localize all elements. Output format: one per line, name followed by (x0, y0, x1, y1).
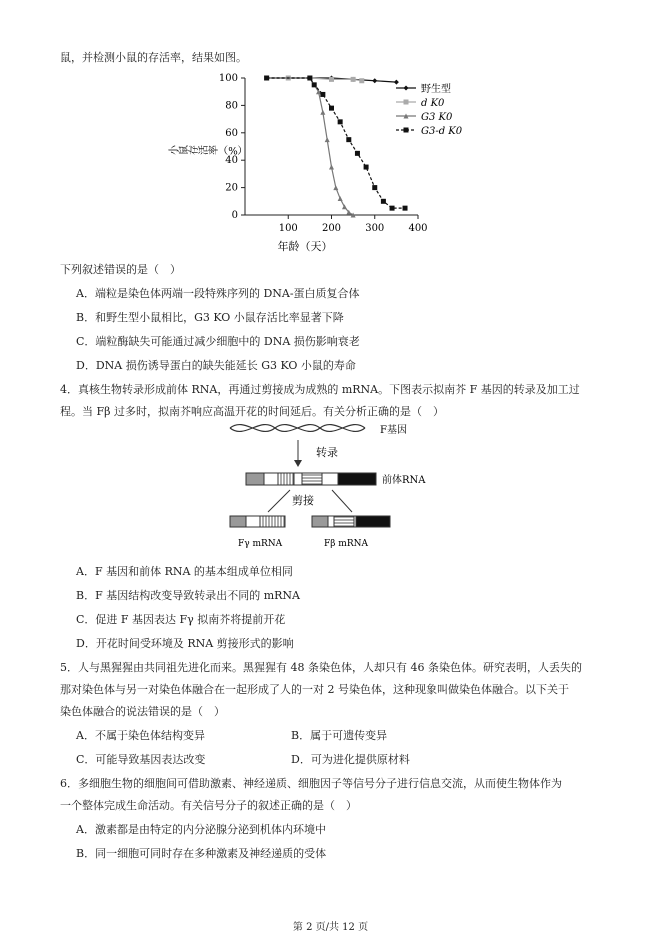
y-axis-label: 小鼠存活率（%） (168, 146, 248, 158)
data-point (342, 204, 347, 209)
data-point (346, 137, 351, 142)
splice-label: 剪接 (292, 494, 314, 507)
y-tick-label: 20 (225, 182, 238, 194)
data-point (338, 196, 343, 201)
x-tick-label: 100 (278, 223, 298, 234)
data-point (372, 78, 377, 83)
data-point (404, 86, 409, 91)
q4-option-b: B．F 基因结构改变导致转录出不同的 mRNA (76, 589, 300, 602)
legend-label: G3-d K0 (421, 126, 463, 137)
q6-option-b: B．同一细胞可同时存在多种激素及神经递质的受体 (76, 847, 327, 860)
q6-line2: 一个整体完成生命活动。有关信号分子的叙述正确的是（ ） (60, 799, 357, 812)
q4-option-a: A．F 基因和前体 RNA 的基本组成单位相同 (76, 565, 293, 578)
fbeta-label: Fβ mRNA (324, 539, 368, 549)
page-footer: 第 2 页/共 12 页 (292, 922, 369, 933)
transcribe-arrow-icon (294, 460, 302, 467)
x-axis-label: 年龄（天） (277, 240, 333, 253)
q4-line1: 4．真核生物转录形成前体 RNA，再通过剪接成为成熟的 mRNA。下图表示拟南芥 F 基因的转录及加工过 (60, 383, 580, 396)
q5-line3: 染色体融合的说法错误的是（ ） (60, 705, 225, 718)
fbeta-mrna-bar (312, 516, 390, 527)
splicing-diagram (220, 420, 450, 555)
data-point (333, 185, 338, 190)
data-point (329, 77, 334, 82)
y-tick-label: 60 (225, 127, 238, 139)
x-tick-label: 200 (321, 223, 342, 234)
data-point (381, 199, 386, 204)
data-point (338, 119, 343, 124)
data-point (325, 137, 330, 142)
q3-option-b: B．和野生型小鼠相比，G3 KO 小鼠存活比率显著下降 (76, 311, 344, 324)
q4-option-c: C．促进 F 基因表达 Fγ 拟南芥将提前开花 (76, 613, 286, 626)
gene-label: F基因 (380, 425, 407, 436)
q3-intro: 下列叙述错误的是（ ） (60, 263, 181, 276)
series-line-2 (267, 78, 354, 215)
transcribe-label: 转录 (316, 446, 338, 459)
survival-chart (168, 70, 480, 260)
precursor-label: 前体RNA (382, 475, 426, 486)
q5-option-c: C．可能导致基因表达改变 (76, 753, 206, 766)
data-point (351, 77, 356, 82)
dna-helix-icon (230, 425, 365, 432)
x-tick-label: 300 (365, 223, 385, 234)
legend-label: 野生型 (421, 84, 451, 95)
data-point (390, 206, 395, 211)
legend-label: d K0 (421, 98, 445, 109)
precursor-rna-bar (246, 473, 376, 485)
fgamma-mrna-bar (230, 516, 285, 527)
data-point (359, 78, 364, 83)
data-point (404, 100, 409, 105)
data-point (394, 80, 399, 85)
data-point (320, 92, 325, 97)
data-point (329, 165, 334, 170)
data-point (355, 151, 360, 156)
q5-option-d: D．可为进化提供原材料 (291, 753, 410, 766)
fgamma-label: Fγ mRNA (238, 539, 283, 549)
data-point (329, 106, 334, 111)
q6-option-a: A．激素都是由特定的内分泌腺分泌到机体内环境中 (76, 823, 326, 836)
x-tick-label: 400 (408, 223, 428, 234)
intro-text: 鼠，并检测小鼠的存活率，结果如图。 (60, 51, 247, 64)
q4-option-d: D．开花时间受环境及 RNA 剪接形式的影响 (76, 637, 294, 650)
data-point (403, 206, 408, 211)
q3-option-a: A．端粒是染色体两端一段特殊序列的 DNA-蛋白质复合体 (76, 287, 360, 300)
q4-line2: 程。当 Fβ 过多时，拟南芥响应高温开花的时间延后。有关分析正确的是（ ） (60, 405, 444, 418)
q5-line1: 5．人与黑猩猩由共同祖先进化而来。黑猩猩有 48 条染色体，人却只有 46 条染色体。研究表明，人丢失的 (60, 661, 582, 674)
legend-label: G3 K0 (421, 112, 453, 123)
y-tick-label: 80 (225, 100, 238, 112)
q5-option-a: A．不属于染色体结构变异 (76, 729, 205, 742)
q5-line2: 那对染色体与另一对染色体融合在一起形成了人的一对 2 号染色体，这种现象叫做染色体融合。以下关于 (60, 683, 569, 696)
data-point (307, 76, 312, 81)
data-point (264, 76, 269, 81)
q3-option-c: C．端粒酶缺失可能通过减少细胞中的 DNA 损伤影响衰老 (76, 335, 360, 348)
data-point (312, 82, 317, 87)
q3-option-d: D．DNA 损伤诱导蛋白的缺失能延长 G3 KO 小鼠的寿命 (76, 359, 356, 372)
q5-option-b: B．属于可遗传变异 (291, 729, 388, 742)
data-point (404, 128, 409, 133)
data-point (320, 110, 325, 115)
data-point (364, 165, 369, 170)
y-tick-label: 40 (225, 155, 238, 167)
data-point (372, 185, 377, 190)
y-tick-label: 100 (218, 73, 238, 84)
q6-line1: 6．多细胞生物的细胞间可借助激素、神经递质、细胞因子等信号分子进行信息交流，从而使生物体作为 (60, 777, 562, 790)
y-tick-label: 0 (231, 210, 238, 221)
